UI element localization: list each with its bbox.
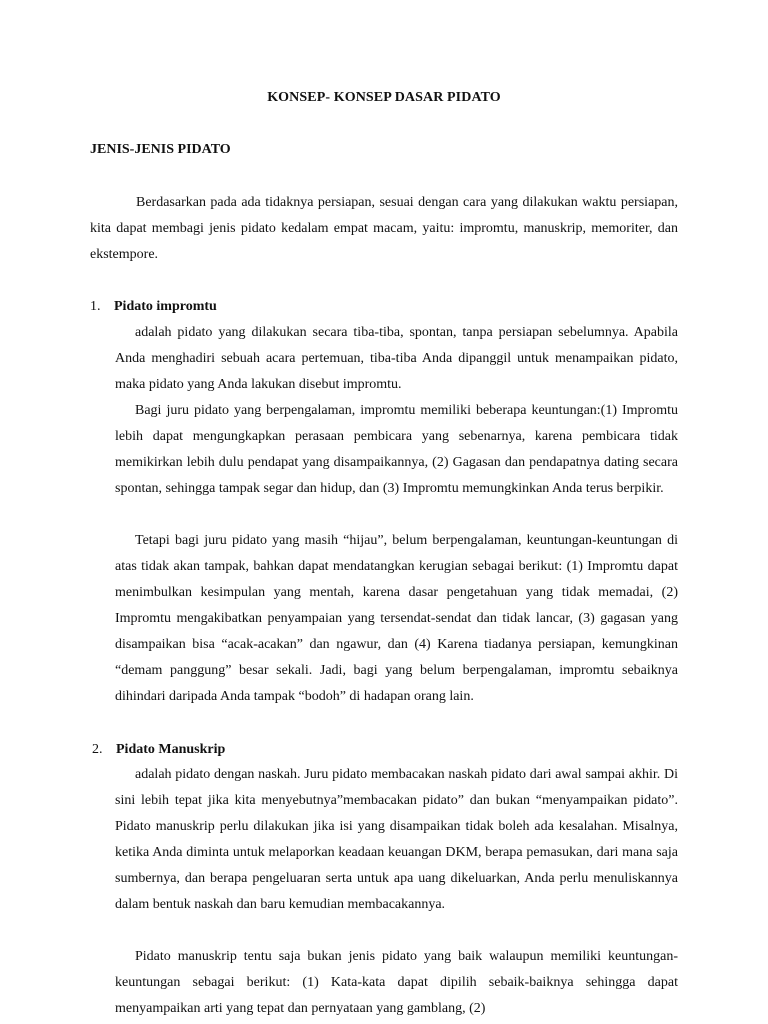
impromtu-paragraph-advantages: Bagi juru pidato yang berpengalaman, impromtu memiliki beberapa keuntungan:(1) Impromtu lebih dapat mengungkapkan perasaan pembicara yang sebenarnya, karena pembicara tidak memikirkan lebih dulu pendapat yang disampaikannya, (2) Gagasan dan pendapatnya dating secara spontan, sehingga tampak segar dan hidup, dan (3) Impromtu memungkinkan Anda terus berpikir. <box>115 403 678 496</box>
section-title: JENIS-JENIS PIDATO <box>90 142 231 157</box>
list-item-heading-manuskrip <box>92 737 225 763</box>
manuskrip-paragraph-definition: adalah pidato dengan naskah. Juru pidato membacakan naskah pidato dari awal sampai akhir. Di sini lebih tepat jika kita menyebutnya”membacakan pidato” dan bukan “menyampaikan pidato”. Pidato manuskrip perlu dilakukan jika isi yang disampaikan tidak boleh ada kesalahan. Misalnya, ketika Anda diminta untuk melaporkan keadaan keuangan DKM, berapa pemasukan, dari mana saja sumbernya, dan berapa pengeluaran serta untuk apa uang dikeluarkan, Anda perlu menuliskannya dalam bentuk naskah dan baru kemudian membacakannya. <box>115 767 678 912</box>
document-title: KONSEP- KONSEP DASAR PIDATO <box>267 90 501 105</box>
list-item-heading-impromtu <box>90 294 217 320</box>
impromtu-paragraph-definition: adalah pidato yang dilakukan secara tiba-tiba, spontan, tanpa persiapan sebelumnya. Apabila Anda menghadiri sebuah acara pertemuan, tiba-tiba Anda dipanggil untuk menampaikan pidato, maka pidato yang Anda lakukan disebut impromtu. <box>115 325 678 392</box>
list-number: 2. <box>92 742 103 757</box>
intro-paragraph: Berdasarkan pada ada tidaknya persiapan, sesuai dengan cara yang dilakukan waktu persiapan, kita dapat membagi jenis pidato kedalam empat macam, yaitu: impromtu, manuskrip, memoriter, dan ekstempore. <box>90 195 678 262</box>
manuskrip-paragraph-advantages: Pidato manuskrip tentu saja bukan jenis pidato yang baik walaupun memiliki keuntungan-keuntungan sebagai berikut: (1) Kata-kata dapat dipilih sebaik-baiknya sehingga dapat menyampaikan arti yang tepat dan pernyataan yang gamblang, (2) <box>115 949 678 1016</box>
list-number: 1. <box>90 299 101 314</box>
impromtu-paragraph-disadvantages: Tetapi bagi juru pidato yang masih “hijau”, belum berpengalaman, keuntungan-keuntungan di atas tidak akan tampak, bahkan dapat mendatangkan kerugian sebagai berikut: (1) Impromtu dapat menimbulkan kesimpulan yang mentah, karena dasar pengetahuan yang tidak memadai, (2) Impromtu mengakibatkan penyampaian yang tersendat-sendat dan tidak lancar, (3) gagasan yang disampaikan bisa “acak-acakan” dan ngawur, dan (4) Karena tiadanya persiapan, kemungkinan “demam panggung” besar sekali. Jadi, bagi yang belum berpengalaman, impromtu sebaiknya dihindari daripada Anda tampak “bodoh” di hadapan orang lain. <box>115 533 678 704</box>
list-heading-label: Pidato Manuskrip <box>116 742 226 757</box>
list-heading-label: Pidato impromtu <box>114 299 217 314</box>
